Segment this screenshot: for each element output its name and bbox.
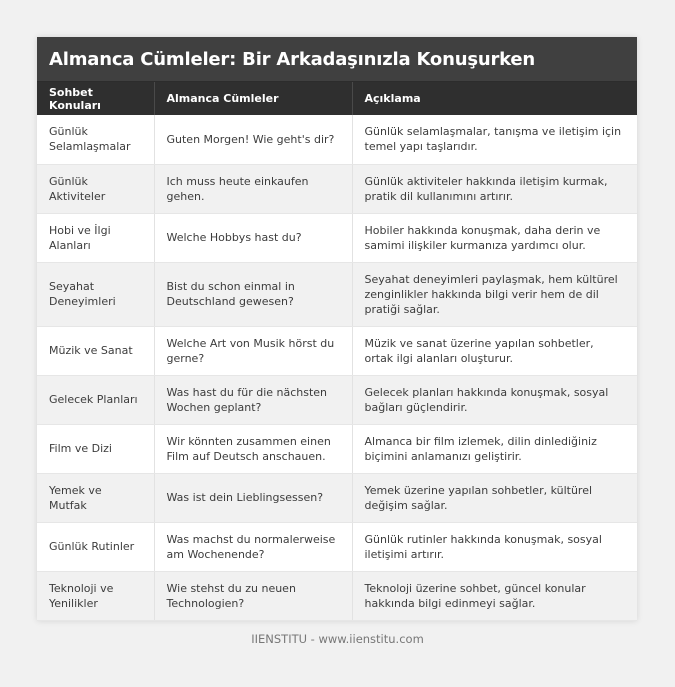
topic-cell: Yemek ve Mutfak: [37, 473, 154, 522]
sentence-cell: Was hast du für die nächsten Wochen geplant?: [154, 375, 352, 424]
sentence-cell: Was ist dein Lieblingsessen?: [154, 473, 352, 522]
topic-cell: Gelecek Planları: [37, 375, 154, 424]
table-row: [37, 326, 637, 375]
table-row: [37, 262, 637, 326]
description-cell: Günlük rutinler hakkında konuşmak, sosyal iletişimi artırır.: [352, 522, 637, 571]
table-row: [37, 213, 637, 262]
description-cell: Müzik ve sanat üzerine yapılan sohbetler, ortak ilgi alanları oluşturur.: [352, 326, 637, 375]
table-row: [37, 522, 637, 571]
column-header-topic: Sohbet Konuları: [37, 82, 154, 115]
description-cell: Almanca bir film izlemek, dilin dinlediğiniz biçimini anlamanızı geliştirir.: [352, 424, 637, 473]
sentence-cell: Ich muss heute einkaufen gehen.: [154, 164, 352, 213]
description-cell: Yemek üzerine yapılan sohbetler, kültürel değişim sağlar.: [352, 473, 637, 522]
topic-cell: Müzik ve Sanat: [37, 326, 154, 375]
sentence-cell: Bist du schon einmal in Deutschland gewesen?: [154, 262, 352, 326]
sentence-cell: Welche Art von Musik hörst du gerne?: [154, 326, 352, 375]
table-row: [37, 571, 637, 620]
table-title: Almanca Cümleler: Bir Arkadaşınızla Konuşurken: [37, 37, 637, 82]
table-row: [37, 375, 637, 424]
description-cell: Hobiler hakkında konuşmak, daha derin ve samimi ilişkiler kurmanıza yardımcı olur.: [352, 213, 637, 262]
topic-cell: Hobi ve İlgi Alanları: [37, 213, 154, 262]
topic-cell: Seyahat Deneyimleri: [37, 262, 154, 326]
topic-cell: Günlük Rutinler: [37, 522, 154, 571]
topic-cell: Günlük Aktiviteler: [37, 164, 154, 213]
sentence-cell: Welche Hobbys hast du?: [154, 213, 352, 262]
description-cell: Gelecek planları hakkında konuşmak, sosyal bağları güçlendirir.: [352, 375, 637, 424]
description-cell: Günlük aktiviteler hakkında iletişim kurmak, pratik dil kullanımını artırır.: [352, 164, 637, 213]
table-row: [37, 424, 637, 473]
description-cell: Günlük selamlaşmalar, tanışma ve iletişim için temel yapı taşlarıdır.: [352, 115, 637, 164]
topic-cell: Günlük Selamlaşmalar: [37, 115, 154, 164]
data-table: [37, 82, 637, 621]
table-row: [37, 473, 637, 522]
sentence-cell: Guten Morgen! Wie geht's dir?: [154, 115, 352, 164]
column-header-description: Açıklama: [352, 82, 637, 115]
description-cell: Seyahat deneyimleri paylaşmak, hem kültürel zenginlikler hakkında bilgi verir hem de dil pratiği sağlar.: [352, 262, 637, 326]
topic-cell: Film ve Dizi: [37, 424, 154, 473]
table-row: [37, 115, 637, 164]
column-header-sentence: Almanca Cümleler: [154, 82, 352, 115]
topic-cell: Teknoloji ve Yenilikler: [37, 571, 154, 620]
header-row: [37, 82, 637, 115]
sentence-cell: Wie stehst du zu neuen Technologien?: [154, 571, 352, 620]
table-row: [37, 164, 637, 213]
table-card: [37, 37, 637, 621]
sentence-cell: Was machst du normalerweise am Wochenende?: [154, 522, 352, 571]
description-cell: Teknoloji üzerine sohbet, güncel konular hakkında bilgi edinmeyi sağlar.: [352, 571, 637, 620]
footer-credit: IIENSTITU - www.iienstitu.com: [251, 632, 424, 646]
sentence-cell: Wir könnten zusammen einen Film auf Deutsch anschauen.: [154, 424, 352, 473]
